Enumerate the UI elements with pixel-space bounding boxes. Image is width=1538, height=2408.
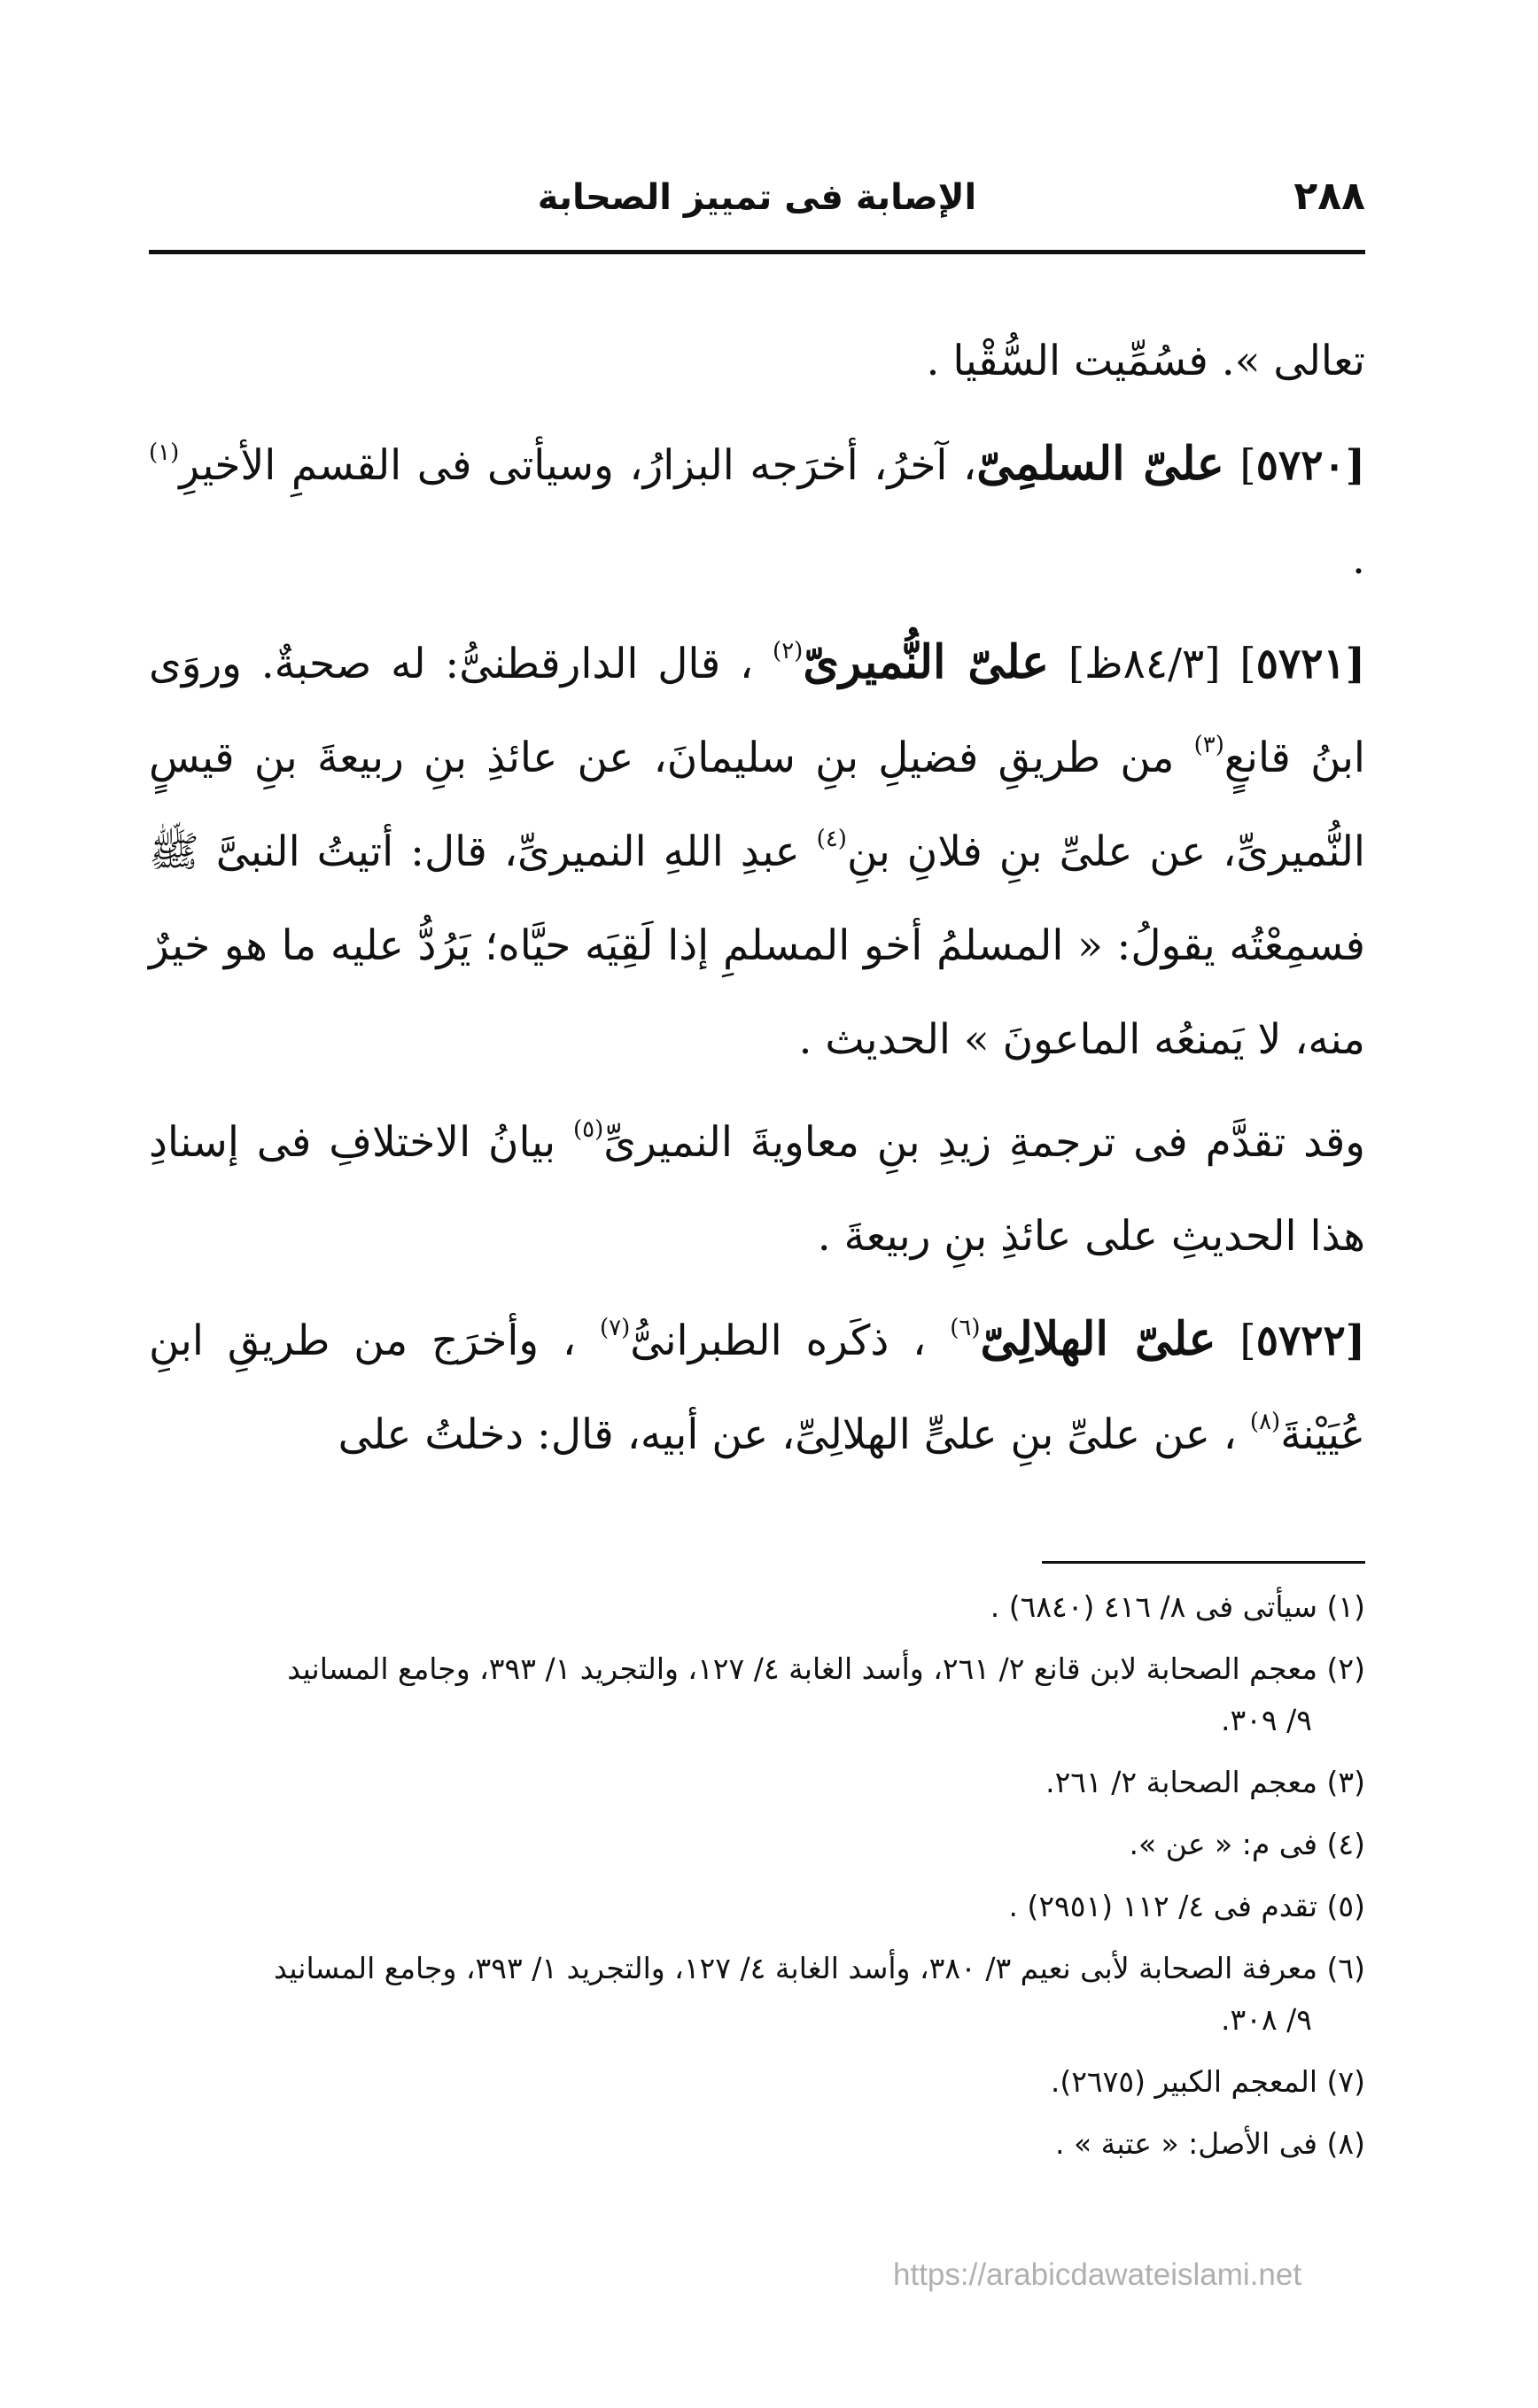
footnote-ref: (١) — [149, 439, 180, 466]
header-rule — [149, 250, 1365, 254]
footnote-ref: (٨) — [1249, 1409, 1281, 1435]
paragraph-text: وقد تقدَّم فى ترجمةِ زيدِ بنِ معاويةَ النميرىِّ — [603, 1118, 1365, 1167]
entry-5721: [٥٧٢١] [٨٤/٣ظ] علىّ النُّميرىّ$^{(٢)}$ ، قال الدارقطنىُّ: له صحبةٌ. وروَى ابنُ قانعٍ$^{(٣)}$ من طريقِ فضيلِ بنِ سليمانَ، عن عائذِ بنِ ربيعةَ بنِ قيسٍ النُّميرىِّ، عن علىِّ بنِ فلانِ بنِ$^{(٤)}$ عبدِ اللهِ النميرىِّ، قال: أتيتُ النبىَّ ﷺ فسمِعْتُه يقولُ: « المسلمُ أخو المسلمِ إذا لَقِيَه حيَّاه؛ يَرُدُّ عليه ما هو خيرٌ منه، لا يَمنعُه الماعونَ » الحديث . — [149, 635, 1365, 1064]
entry-number: [٥٧٢٠ — [1255, 441, 1365, 490]
entry-name: علىّ النُّميرىّ — [803, 635, 1050, 689]
entry-text: . — [1352, 535, 1365, 584]
footnote-7: (٧) المعجم الكبير (٢٦٧٥). — [1050, 2064, 1365, 2099]
footnote-2 — [149, 1643, 1365, 1746]
running-title: الإصابة فى تمييز الصحابة — [537, 177, 977, 218]
entry-text: ، وأخرَج من طريقِ ابنِ عُيَيْنةَ — [149, 1317, 1365, 1459]
entry-text: عبدِ اللهِ النميرىِّ، قال: أتيتُ النبىَّ ﷺ فسمِعْتُه يقولُ: « المسلمُ أخو المسلمِ إذا لَقِيَه حيَّاه؛ يَرُدُّ عليه ما هو خيرٌ منه، لا يَمنعُه الماعونَ » الحديث . — [149, 827, 1365, 1064]
volume-ref: [٨٤/٣ظ] — [1068, 640, 1221, 688]
footnote-ref: (٦) — [950, 1315, 981, 1341]
footnotes — [149, 1581, 1365, 2180]
footnote-text: (٢) معجم الصحابة لابن قانع ٢/ ٢٦١، وأسد الغابة ٤/ ١٢٧، والتجريد ١/ ٣٩٣، وجامع المسانيد — [287, 1651, 1365, 1686]
footnote-text-cont: ٩/ ٣٠٨. — [1220, 2002, 1312, 2037]
footnote-6 — [149, 1943, 1365, 2046]
page-header — [149, 174, 1365, 236]
entry-text: من طريقِ فضيلِ بنِ سليمانَ، عن عائذِ بنِ ربيعةَ بنِ قيسٍ النُّميرىِّ، عن علىِّ بنِ فلانِ بنِ — [149, 734, 1365, 876]
entry-text: ، آخرُ، أخرَجه البزارُ، وسيأتى فى القسمِ الأخيرِ — [179, 441, 977, 490]
entry-text: ، ذكَره الطبرانىُّ — [630, 1317, 927, 1365]
entry-number: [٥٧٢١ — [1255, 640, 1365, 688]
footnote-ref: (٢) — [773, 638, 804, 664]
paragraph-note — [149, 1096, 1365, 1284]
entry-5722: [٥٧٢٢] علىّ الهلالِىّ$^{(٦)}$ ، ذكَره الطبرانىُّ$^{(٧)}$ ، وأخرَج من طريقِ ابنِ عُيَيْنةَ$^{(٨)}$ ، عن علىِّ بنِ علىٍّ الهلالِىِّ، عن أبيه، قال: دخلتُ على — [149, 1312, 1365, 1459]
footnote-5: (٥) تقدم فى ٤/ ١١٢ (٢٩٥١) . — [1008, 1889, 1365, 1923]
footnote-8: (٨) فى الأصل: « عتبة » . — [1055, 2126, 1365, 2161]
paragraph-text: بيانُ الاختلافِ فى إسنادِ هذا الحديثِ على عائذِ بنِ ربيعةَ . — [149, 1118, 1365, 1261]
footnote-4: (٤) فى م: « عن ». — [1129, 1827, 1365, 1861]
entry-name: علىّ الهلالِىّ — [980, 1312, 1216, 1366]
footnote-ref: (٧) — [599, 1315, 631, 1341]
entry-name: علىّ السلمِىّ — [976, 437, 1224, 491]
watermark-url: https://arabicdawateislami.net — [893, 2257, 1302, 2292]
footnote-ref: (٥) — [572, 1116, 604, 1143]
entry-5720: [٥٧٢٠] علىّ السلمِىّ، آخرُ، أخرَجه البزارُ، وسيأتى فى القسمِ الأخيرِ$^{(١)}$ . — [149, 437, 1365, 584]
page-number: ٢٨٨ — [1293, 174, 1365, 219]
footnote-3: (٣) معجم الصحابة ٢/ ٢٦١. — [1045, 1765, 1365, 1799]
footnote-rule — [1042, 1561, 1365, 1564]
entry-number: [٥٧٢٢ — [1255, 1317, 1365, 1365]
paragraph-continuation: تعالى ». فسُمِّيت السُّقْيا . — [926, 337, 1365, 385]
entry-text: ، عن علىِّ بنِ علىٍّ الهلالِىِّ، عن أبيه، قال: دخلتُ على — [338, 1410, 1237, 1459]
footnote-ref: (٤) — [816, 826, 847, 852]
footnote-text-cont: ٩/ ٣٠٩. — [1220, 1703, 1312, 1737]
main-text — [149, 315, 1365, 1491]
footnote-ref: (٣) — [1193, 732, 1224, 758]
entry-text: ، قال الدارقطنىُّ: له صحبةٌ. وروَى ابنُ قانعٍ — [149, 640, 1365, 782]
footnote-text: (٦) معرفة الصحابة لأبى نعيم ٣/ ٣٨٠، وأسد الغابة ٤/ ١٢٧، والتجريد ١/ ٣٩٣، وجامع المسانيد — [274, 1951, 1365, 1985]
footnote-1: (١) سيأتى فى ٨/ ٤١٦ (٦٨٤٠) . — [990, 1589, 1365, 1624]
